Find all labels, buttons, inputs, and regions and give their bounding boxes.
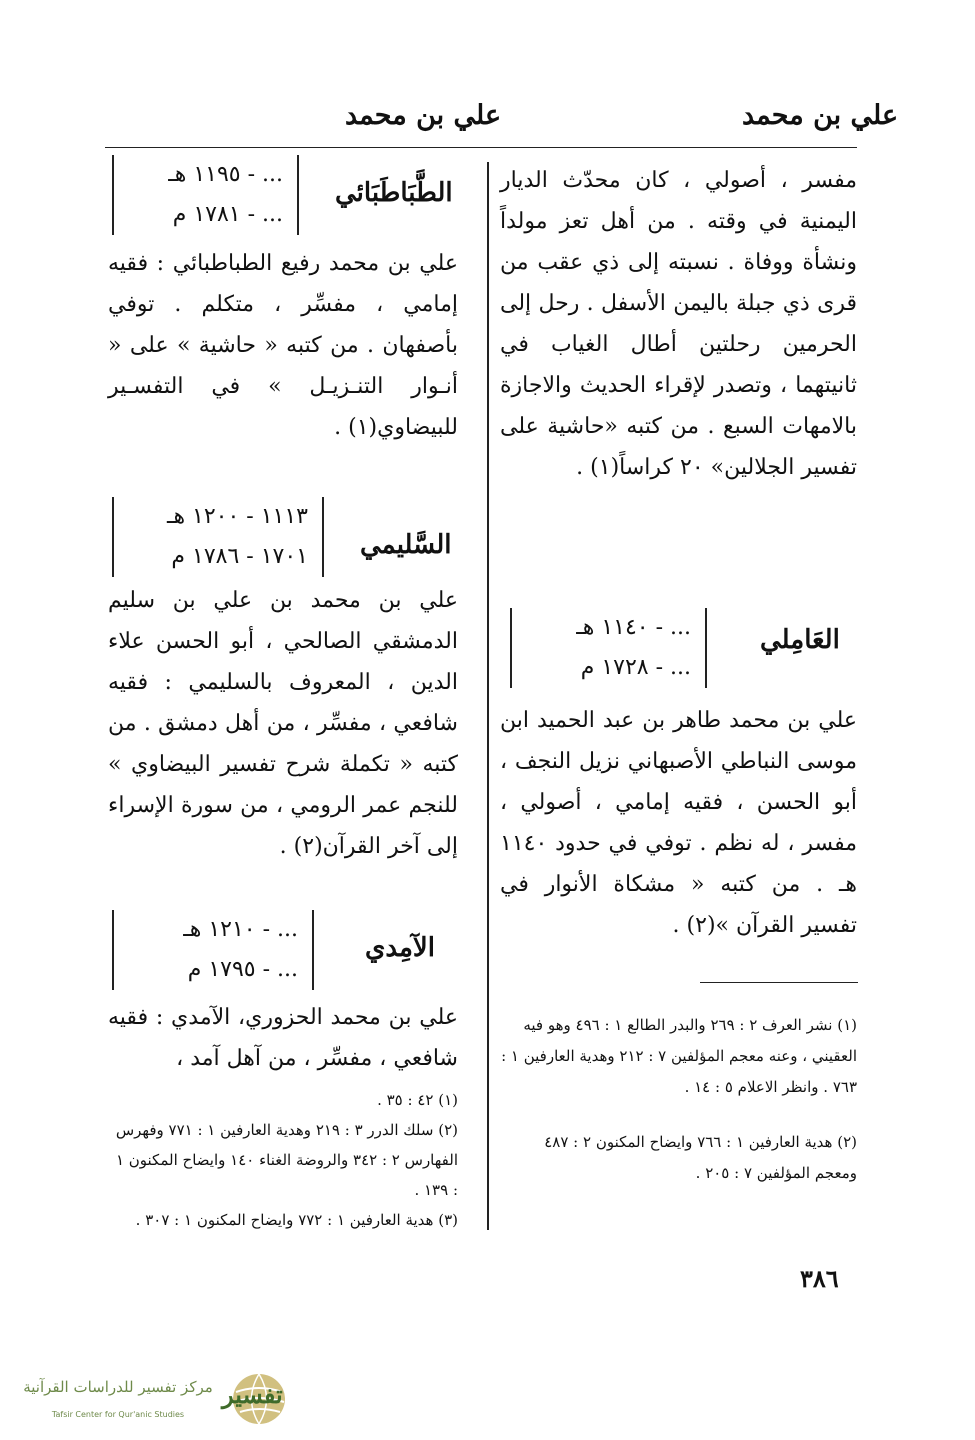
logo-arabic: مركز تفسير للدراسات القرآنية	[23, 1378, 213, 1396]
entry-dates-amili	[510, 608, 707, 688]
entry-text-tabatabai	[108, 243, 458, 448]
footnote: (١) نشر العرف ٢ : ٢٦٩ والبدر الطالع ١ : ٤٩٦ وهو فيه العقيني ، وعنه معجم المؤلفين ٧ : ٢١٢ وهدية العارفين ١ : ٧٦٣ . وانظر الاعلام ٥ : ١٤ .	[501, 1016, 857, 1096]
entry-name-amili: العَامِلي	[760, 625, 840, 655]
date-hijri: ١١١٣ - ١٢٠٠ هـ	[167, 504, 308, 529]
logo-english: Tafsir Center for Qur'anic Studies	[51, 1410, 185, 1419]
entry-dates-tabatabai	[112, 155, 299, 235]
footnote: (١) ٤٢ : ٣٥ .	[377, 1091, 458, 1109]
date-gregorian: ... - ١٧٨١ م	[172, 202, 283, 227]
entry-text-amidi	[108, 997, 458, 1079]
entry-name-tabatabai: الطَّبَاطَبَائي	[335, 178, 453, 208]
entry-dates-sulaymi	[112, 497, 324, 577]
running-header-right: علي بن محمد	[742, 100, 899, 131]
entry-name-amidi: الآمِدي	[365, 933, 435, 963]
entry-text-amili	[500, 700, 857, 946]
entry-bio: علي بن محمد طاهر بن عبد الحميد ابن موسى النباطي الأصبهاني نزيل النجف ، أبو الحسن ، فقيه إمامي ، أصولي ، مفسر ، له نظم . توفي في حدود ١١٤٠ هـ . من كتبه « مشكاة الأنوار في تفسير القرآن »(٢) .	[500, 708, 857, 938]
date-hijri: ... - ١١٩٥ هـ	[168, 162, 283, 187]
footnote: (٢) هدية العارفين ١ : ٧٦٦ وايضاح المكنون ٢ : ٤٨٧ ومعجم المؤلفين ٧ : ٢٠٥ .	[544, 1133, 857, 1182]
continuation-text: مفسر ، أصولي ، كان محدّث الديار اليمنية في وقته . من أهل تعز مولداً ونشأة ووفاة . نسبته إلى ذي عقب من قرى ذي جبلة باليمن الأسفل . رحل إلى الحرمين رحلتين أطال الغياب في ثانيتهما ، وتصدر لإقراء الحديث والاجازة بالامهات السبع . من كتبه «حاشية على تفسير الجلالين» ٢٠ كراساً(١) .	[500, 168, 857, 480]
right-footnotes	[500, 1010, 857, 1189]
logo-brand: تفسير	[222, 1380, 283, 1409]
column-divider	[487, 162, 489, 1230]
entry-dates-amidi	[112, 910, 314, 990]
page-number: ٣٨٦	[800, 1264, 839, 1293]
left-footnotes	[108, 1085, 458, 1235]
running-header-left: علي بن محمد	[345, 100, 502, 131]
date-gregorian: ... - ١٧٢٨ م	[580, 655, 691, 680]
entry-bio: علي بن محمد بن علي بن سليم الدمشقي الصالحي ، أبو الحسن علاء الدين ، المعروف بالسليمي : فقيه شافعي ، مفسِّر ، من أهل دمشق . من كتبه « تكملة شرح تفسير البيضاوي » للنجم عمر الرومي ، من سورة الإسراء إلى آخر القرآن(٢) .	[108, 588, 458, 859]
footnote: (٢) سلك الدرر ٣ : ٢١٩ وهدية العارفين ١ : ٧٧١ وفهرس الفهارس ٢ : ٣٤٢ والروضة الغناء ١٤٠ وايضاح المكنون ١ : ١٣٩ .	[115, 1121, 458, 1199]
date-hijri: ... - ١٢١٠ هـ	[183, 917, 298, 942]
date-gregorian: ... - ١٧٩٥ م	[187, 957, 298, 982]
date-hijri: ... - ١١٤٠ هـ	[576, 615, 691, 640]
publisher-logo	[14, 1372, 289, 1428]
entry-text-sulaymi	[108, 580, 458, 867]
footnote: (٣) هدية العارفين ١ : ٧٧٢ وايضاح المكنون ١ : ٣٠٧ .	[135, 1211, 458, 1229]
date-gregorian: ١٧٠١ - ١٧٨٦ م	[171, 544, 308, 569]
footnote-rule	[700, 982, 858, 983]
entry-bio: علي بن محمد رفيع الطباطبائي : فقيه إمامي ، مفسِّر ، متكلم . توفي بأصفهان . من كتبه « حاشية » على « أنـوار التنـزيـل » في التفسـير للبيضاوي(١) .	[108, 251, 458, 440]
entry-name-sulaymi: السَّليمي	[360, 530, 452, 560]
header-rule	[105, 147, 857, 148]
entry-bio: علي بن محمد الحزوري، الآمدي : فقيه شافعي ، مفسِّر ، من آهل آمد ،	[108, 1005, 458, 1071]
right-column-continuation	[500, 160, 857, 488]
